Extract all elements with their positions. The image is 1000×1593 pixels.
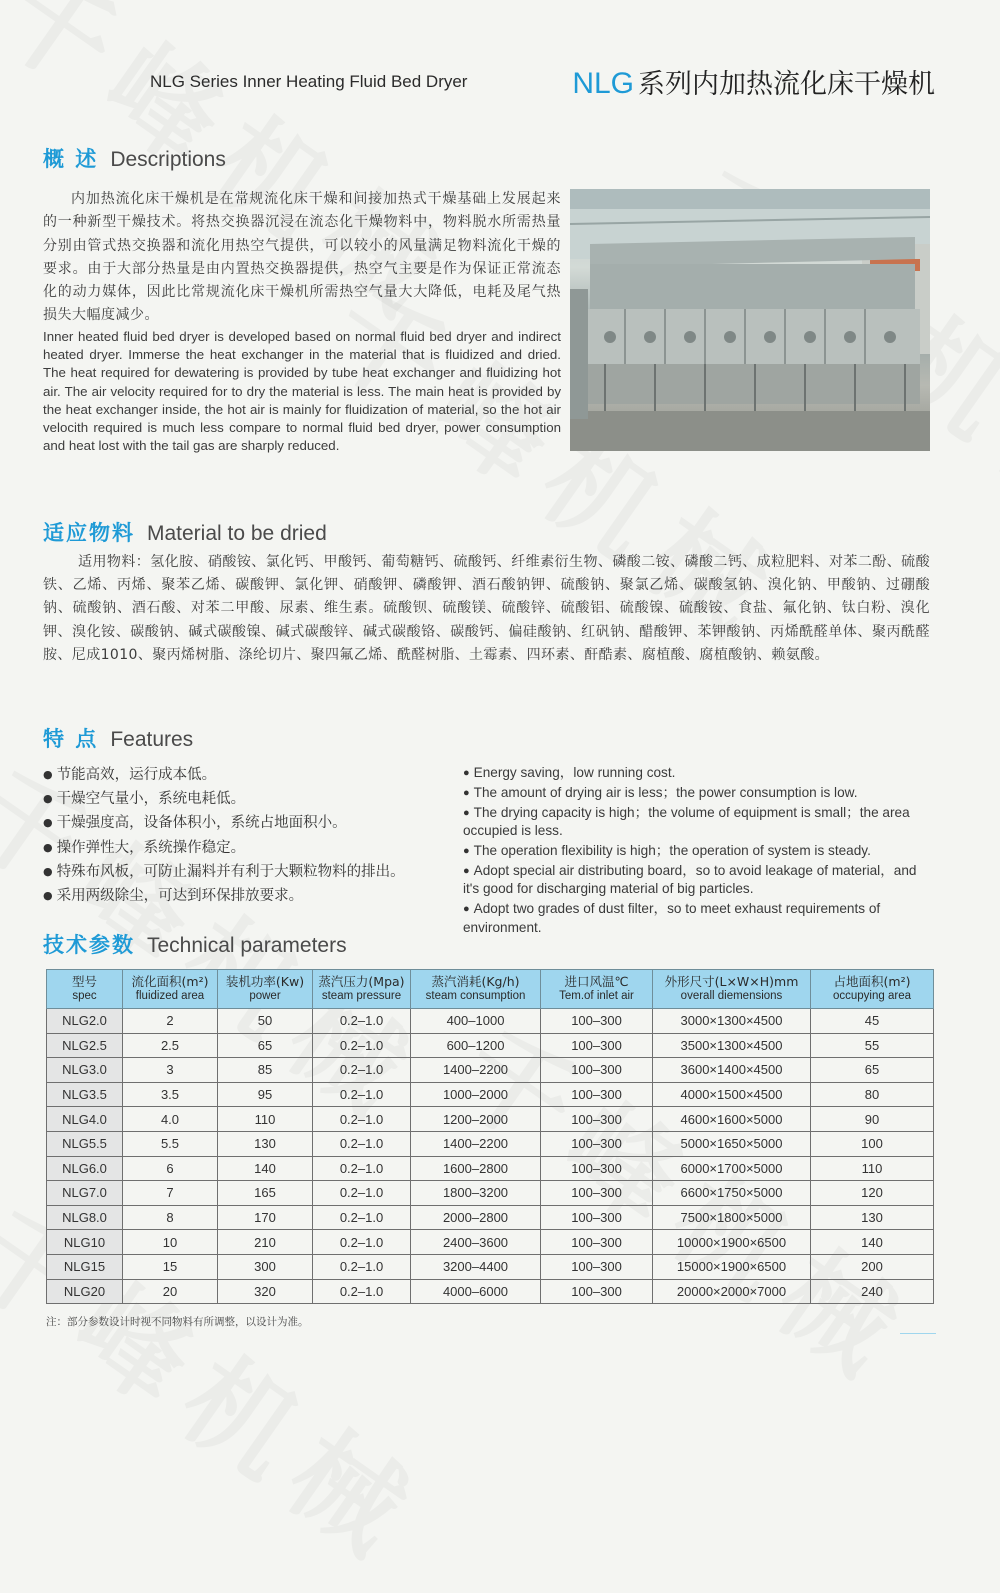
table-cell: 120 (811, 1181, 934, 1206)
feature-item-cn: ● 干燥空气量小，系统电耗低。 (43, 791, 246, 808)
table-cell: 100–300 (541, 1131, 653, 1156)
table-cell: 0.2–1.0 (313, 1107, 411, 1132)
table-cell: 50 (218, 1009, 313, 1034)
feature-item-cn: ● 采用两级除尘，可达到环保排放要求。 (43, 888, 304, 905)
table-cell: 55 (811, 1033, 934, 1058)
model-cell: NLG20 (47, 1279, 123, 1304)
tech-heading (43, 929, 347, 959)
table-cell: 320 (218, 1279, 313, 1304)
table-cell: 80 (811, 1082, 934, 1107)
table-cell: 6 (123, 1156, 218, 1181)
table-cell: 165 (218, 1181, 313, 1206)
table-cell: 100–300 (541, 1009, 653, 1034)
table-row (47, 1181, 934, 1206)
table-cell: 95 (218, 1082, 313, 1107)
bullet-icon: ● (43, 816, 53, 830)
column-header: 装机功率(Kw) power (218, 970, 313, 1009)
table-row (47, 1082, 934, 1107)
table-cell: 3200–4400 (411, 1254, 541, 1279)
table-cell: 20000×2000×7000 (653, 1279, 811, 1304)
table-cell: 130 (811, 1205, 934, 1230)
table-cell: 100–300 (541, 1058, 653, 1083)
feature-item-en: ● Adopt special air distributing board，so to avoid leakage of material，and it's good for discharging material of big particles. (463, 862, 917, 897)
table-cell: 100–300 (541, 1156, 653, 1181)
table-cell: 1000–2000 (411, 1082, 541, 1107)
table-cell: 130 (218, 1131, 313, 1156)
table-cell: 4600×1600×5000 (653, 1107, 811, 1132)
table-cell: 8 (123, 1205, 218, 1230)
descriptions-heading (43, 143, 226, 173)
model-cell: NLG3.5 (47, 1082, 123, 1107)
table-cell: 4000×1500×4500 (653, 1082, 811, 1107)
table-cell: 100–300 (541, 1181, 653, 1206)
table-cell: 5000×1650×5000 (653, 1131, 811, 1156)
table-cell: 400–1000 (411, 1009, 541, 1034)
model-cell: NLG5.5 (47, 1131, 123, 1156)
table-cell: 6000×1700×5000 (653, 1156, 811, 1181)
table-cell: 3500×1300×4500 (653, 1033, 811, 1058)
table-cell: 210 (218, 1230, 313, 1255)
table-cell: 100–300 (541, 1230, 653, 1255)
feature-item-cn: ● 节能高效，运行成本低。 (43, 767, 217, 783)
table-cell: 100 (811, 1131, 934, 1156)
feature-item-cn: ● 操作弹性大，系统操作稳定。 (43, 839, 246, 856)
table-cell: 0.2–1.0 (313, 1131, 411, 1156)
table-cell: 5.5 (123, 1131, 218, 1156)
table-cell: 4.0 (123, 1107, 218, 1132)
table-row (47, 1107, 934, 1132)
table-cell: 1400–2200 (411, 1058, 541, 1083)
table-cell: 2 (123, 1009, 218, 1034)
table-cell: 3600×1400×4500 (653, 1058, 811, 1083)
table-cell: 170 (218, 1205, 313, 1230)
description-text-en: Inner heated fluid bed dryer is developed based on normal fluid bed dryer and indirect heated dryer. Immerse the heat exchanger in the material that is fluidized and dried. The heat required for dewatering is provided by tube heat exchanger and fluidizing hot air. The air velocity required for to dry the material is less. The main heat is provided by the heat exchanger inside, the hot air is mainly for fluidization of material, so the hot air velocith required is much less compare to normal fluid bed dryer, power consumption and heat lost with the tail gas are sharply reduced. (43, 329, 561, 454)
materials-text: 适用物料：氢化胺、硝酸铵、氯化钙、甲酸钙、葡萄糖钙、硫酸钙、纤维素衍生物、磷酸二铵、磷酸二钙、成粒肥料、对苯二酚、硫酸铁、乙烯、丙烯、聚苯乙烯、碳酸钾、氯化钾、硝酸钾、磷酸钾、酒石酸钠钾、硫酸钠、聚氯乙烯、碳酸氢钠、溴化钠、甲酸钠、过硼酸钠、硫酸钠、酒石酸、对苯二甲酸、尿素、维生素。硫酸钡、硫酸镁、硫酸锌、硫酸铝、硫酸镍、硫酸铵、食盐、氟化钠、钛白粉、溴化钾、溴化铵、碳酸钠、碱式碳酸镍、碱式碳酸锌、碱式碳酸铬、碳酸钙、偏硅酸钠、红矾钠、醋酸钾、苯钾酸钠、丙烯酰醛单体、聚丙酰醛胺、尼成1010、聚丙烯树脂、涤纶切片、聚四氟乙烯、酰醛树脂、土霉素、四环素、酐酷素、腐植酸、腐植酸钠、赖氨酸。 (43, 554, 930, 663)
table-cell: 65 (811, 1058, 934, 1083)
feature-item-en: ● The drying capacity is high；the volume of equipment is small；the area occupied is less. (463, 804, 910, 839)
table-cell: 10 (123, 1230, 218, 1255)
tech-heading-cn: 技术参数 (43, 933, 135, 957)
spec-table-body (47, 1009, 934, 1304)
table-row (47, 1033, 934, 1058)
table-cell: 110 (218, 1107, 313, 1132)
materials-heading-cn: 适应物料 (43, 521, 135, 545)
table-cell: 90 (811, 1107, 934, 1132)
table-row (47, 1131, 934, 1156)
divider (900, 1333, 936, 1334)
table-cell: 20 (123, 1279, 218, 1304)
table-cell: 0.2–1.0 (313, 1230, 411, 1255)
table-cell: 0.2–1.0 (313, 1009, 411, 1034)
feature-item-en: ● Energy saving，low running cost. (463, 765, 676, 780)
header-title-cn (572, 62, 935, 101)
feature-item-en: ● The amount of drying air is less；the power consumption is low. (463, 784, 858, 800)
table-row (47, 1009, 934, 1034)
table-cell: 110 (811, 1156, 934, 1181)
model-cell: NLG3.0 (47, 1058, 123, 1083)
table-cell: 65 (218, 1033, 313, 1058)
table-cell: 15 (123, 1254, 218, 1279)
table-cell: 2400–3600 (411, 1230, 541, 1255)
column-header: 蒸汽消耗(Kg/h) steam consumption (411, 970, 541, 1009)
model-cell: NLG6.0 (47, 1156, 123, 1181)
table-cell: 300 (218, 1254, 313, 1279)
table-cell: 7 (123, 1181, 218, 1206)
table-cell: 3.5 (123, 1082, 218, 1107)
table-cell: 4000–6000 (411, 1279, 541, 1304)
table-cell: 7500×1800×5000 (653, 1205, 811, 1230)
features-heading (43, 723, 193, 753)
model-cell: NLG2.0 (47, 1009, 123, 1034)
model-cell: NLG10 (47, 1230, 123, 1255)
materials-heading (43, 517, 327, 547)
descriptions-heading-cn: 概 述 (43, 147, 99, 171)
feature-item-en: ● The operation flexibility is high；the operation of system is steady. (463, 842, 871, 858)
feature-item-cn: ● 特殊布风板，可防止漏料并有利于大颗粒物料的排出。 (43, 863, 405, 880)
column-header: 外形尺寸(L×W×H)mm overall diemensions (653, 970, 811, 1009)
header-title-prefix: NLG (572, 67, 634, 100)
column-header: 蒸汽压力(Mpa) steam pressure (313, 970, 411, 1009)
column-header: 占地面积(m²) occupying area (811, 970, 934, 1009)
table-cell: 1400–2200 (411, 1131, 541, 1156)
features-list-en (463, 764, 935, 938)
spec-table (46, 969, 934, 1304)
table-cell: 3000×1300×4500 (653, 1009, 811, 1034)
table-cell: 100–300 (541, 1107, 653, 1132)
header-title-en: NLG Series Inner Heating Fluid Bed Dryer (150, 72, 468, 91)
table-cell: 240 (811, 1279, 934, 1304)
table-cell: 200 (811, 1254, 934, 1279)
table-cell: 0.2–1.0 (313, 1058, 411, 1083)
model-cell: NLG2.5 (47, 1033, 123, 1058)
model-cell: NLG7.0 (47, 1181, 123, 1206)
bullet-icon: ● (463, 806, 470, 819)
table-cell: 100–300 (541, 1254, 653, 1279)
table-cell: 0.2–1.0 (313, 1156, 411, 1181)
header-title-cn-text: 系列内加热流化床干燥机 (638, 69, 935, 100)
column-header: 进口风温℃ Tem.of inlet air (541, 970, 653, 1009)
table-cell: 2000–2800 (411, 1205, 541, 1230)
bullet-icon: ● (43, 889, 53, 903)
table-header-row (47, 970, 934, 1009)
bullet-icon: ● (463, 864, 470, 877)
table-cell: 100–300 (541, 1082, 653, 1107)
description-text-cn: 内加热流化床干燥机是在常规流化床干燥和间接加热式干燥基础上发展起来的一种新型干燥技术。将热交换器沉浸在流态化干燥物料中，物料脱水所需热量分别由管式热交换器和流化用热空气提供，可以较小的风量满足物料流化干燥的要求。由于大部分热量是由内置热交换器提供，热空气主要是作为保证正常流态化的动力媒体，因此比常规流化床干燥机所需热空气量大大降低，电耗及尾气热损失大幅度减少。 (43, 191, 561, 324)
column-header: 型号 spec (47, 970, 123, 1009)
bullet-icon: ● (463, 767, 470, 779)
features-heading-en: Features (110, 728, 194, 751)
table-row (47, 1058, 934, 1083)
table-cell: 0.2–1.0 (313, 1082, 411, 1107)
features-list-cn (43, 763, 463, 908)
table-note: 注：部分参数设计时视不同物料有所调整，以设计为准。 (46, 1316, 309, 1328)
model-cell: NLG8.0 (47, 1205, 123, 1230)
table-row (47, 1279, 934, 1304)
page-header (0, 62, 935, 102)
table-cell: 45 (811, 1009, 934, 1034)
table-cell: 0.2–1.0 (313, 1205, 411, 1230)
bullet-icon: ● (43, 792, 53, 806)
model-cell: NLG4.0 (47, 1107, 123, 1132)
table-row (47, 1156, 934, 1181)
table-cell: 1800–3200 (411, 1181, 541, 1206)
tech-heading-en: Technical parameters (147, 934, 347, 957)
table-cell: 1600–2800 (411, 1156, 541, 1181)
table-cell: 100–300 (541, 1033, 653, 1058)
bullet-icon: ● (463, 903, 470, 916)
feature-item-cn: ● 干燥强度高，设备体积小，系统占地面积小。 (43, 815, 347, 832)
table-row (47, 1230, 934, 1255)
dryer-photo (570, 189, 930, 451)
descriptions-heading-en: Descriptions (110, 148, 226, 171)
bullet-icon: ● (463, 844, 470, 857)
table-cell: 600–1200 (411, 1033, 541, 1058)
table-cell: 0.2–1.0 (313, 1279, 411, 1304)
table-row (47, 1205, 934, 1230)
model-cell: NLG15 (47, 1254, 123, 1279)
column-header: 流化面积(m²) fluidized area (123, 970, 218, 1009)
bullet-icon: ● (43, 768, 53, 781)
bullet-icon: ● (43, 840, 53, 854)
table-cell: 0.2–1.0 (313, 1181, 411, 1206)
table-cell: 0.2–1.0 (313, 1033, 411, 1058)
table-cell: 85 (218, 1058, 313, 1083)
bullet-icon: ● (43, 864, 53, 878)
table-cell: 2.5 (123, 1033, 218, 1058)
feature-item-en: ● Adopt two grades of dust filter，so to meet exhaust requirements of environment. (463, 901, 881, 935)
features-heading-cn: 特 点 (43, 727, 99, 751)
materials-heading-en: Material to be dried (147, 522, 327, 545)
table-cell: 15000×1900×6500 (653, 1254, 811, 1279)
table-row (47, 1254, 934, 1279)
table-cell: 6600×1750×5000 (653, 1181, 811, 1206)
table-cell: 140 (218, 1156, 313, 1181)
bullet-icon: ● (463, 786, 470, 799)
table-cell: 10000×1900×6500 (653, 1230, 811, 1255)
dryer-illustration (570, 189, 930, 451)
table-cell: 100–300 (541, 1279, 653, 1304)
table-cell: 100–300 (541, 1205, 653, 1230)
table-cell: 3 (123, 1058, 218, 1083)
table-cell: 140 (811, 1230, 934, 1255)
table-cell: 0.2–1.0 (313, 1254, 411, 1279)
table-cell: 1200–2000 (411, 1107, 541, 1132)
